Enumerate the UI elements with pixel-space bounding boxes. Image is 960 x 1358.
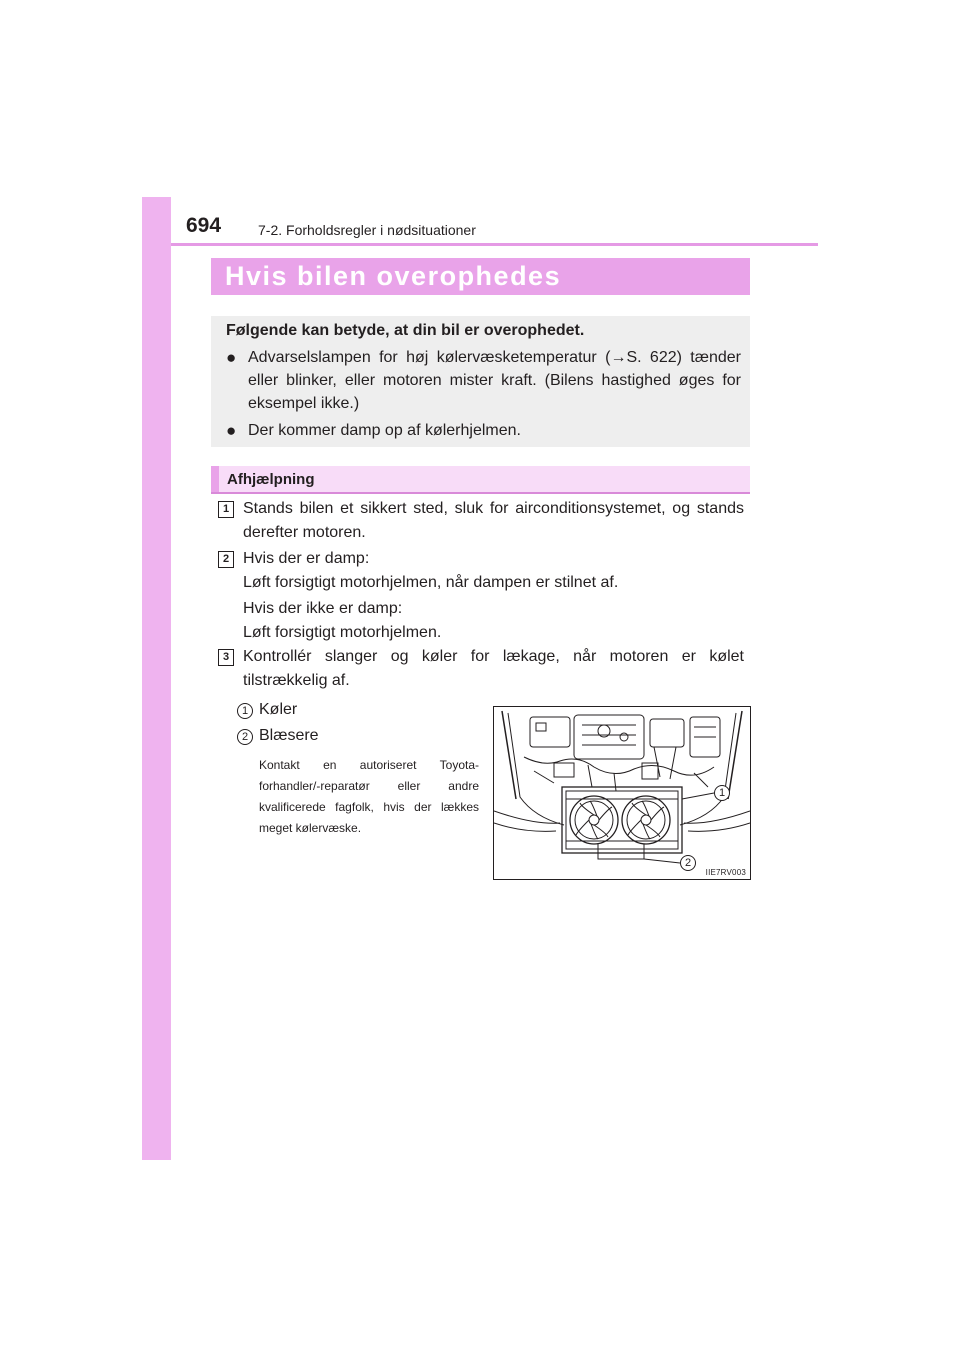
illustration-code: IIE7RV003 — [705, 868, 746, 877]
step-number-badge: 2 — [218, 551, 234, 568]
remedy-heading: Afhjælpning — [227, 471, 315, 488]
callout-number: 1 — [237, 703, 253, 719]
callout-label-fans: Blæsere — [259, 727, 319, 744]
step-number-badge: 1 — [218, 501, 234, 518]
step-2-condition-no-steam: Hvis der ikke er damp: — [243, 600, 403, 617]
step-number-badge: 3 — [218, 649, 234, 666]
step-2-action-no-steam: Løft forsigtigt motorhjelmen. — [243, 624, 442, 641]
illustration-callout-1: 1 — [714, 785, 730, 801]
note-text: Kontakt en autoriseret Toyota-forhandler/-reparatør eller andre kvalificerede fagfolk, hvis der lækkes meget kølervæske. — [259, 758, 479, 835]
illustration-callout-2: 2 — [680, 855, 696, 871]
step-3-text: Kontrollér slanger og køler for lækage, når motoren er kølet tilstrækkelig af. — [243, 648, 744, 689]
remedy-heading-rule — [211, 492, 750, 494]
engine-bay-illustration — [493, 706, 751, 880]
warning-signs-box — [211, 316, 750, 447]
remedy-heading-bar — [211, 466, 750, 493]
section-heading: 7-2. Forholdsregler i nødsituationer — [258, 222, 476, 238]
callout-label-radiator: Køler — [259, 701, 298, 718]
bullet-icon: ● — [226, 421, 237, 440]
side-tab-bar — [142, 197, 171, 1160]
engine-bay-drawing — [494, 707, 750, 879]
page-number: 694 — [186, 214, 222, 237]
title-bar — [211, 258, 750, 295]
step-2-action-steam: Løft forsigtigt motorhjelmen, når dampen er stilnet af. — [243, 574, 619, 591]
step-1-text: Stands bilen et sikkert sted, sluk for airconditionsystemet, og stands derefter motoren. — [243, 500, 744, 541]
step-2-condition-steam: Hvis der er damp: — [243, 550, 370, 567]
page-title: Hvis bilen overophedes — [225, 261, 562, 291]
bullet-icon: ● — [226, 348, 237, 367]
bullet-text: Advarselslampen for høj kølervæsketemperatur (→S. 622) tænder eller blinker, eller motoren mister kraft. (Bilens hastighed øges for eksempel ikke.) — [248, 349, 741, 412]
bullet-text: Der kommer damp op af kølerhjelmen. — [248, 422, 521, 439]
warning-signs-intro: Følgende kan betyde, at din bil er overophedet. — [226, 322, 585, 339]
bullet-item — [226, 346, 741, 418]
header-rule — [171, 243, 818, 246]
bullet-item — [226, 419, 741, 443]
callout-number: 2 — [237, 729, 253, 745]
remedy-heading-accent — [211, 466, 219, 493]
